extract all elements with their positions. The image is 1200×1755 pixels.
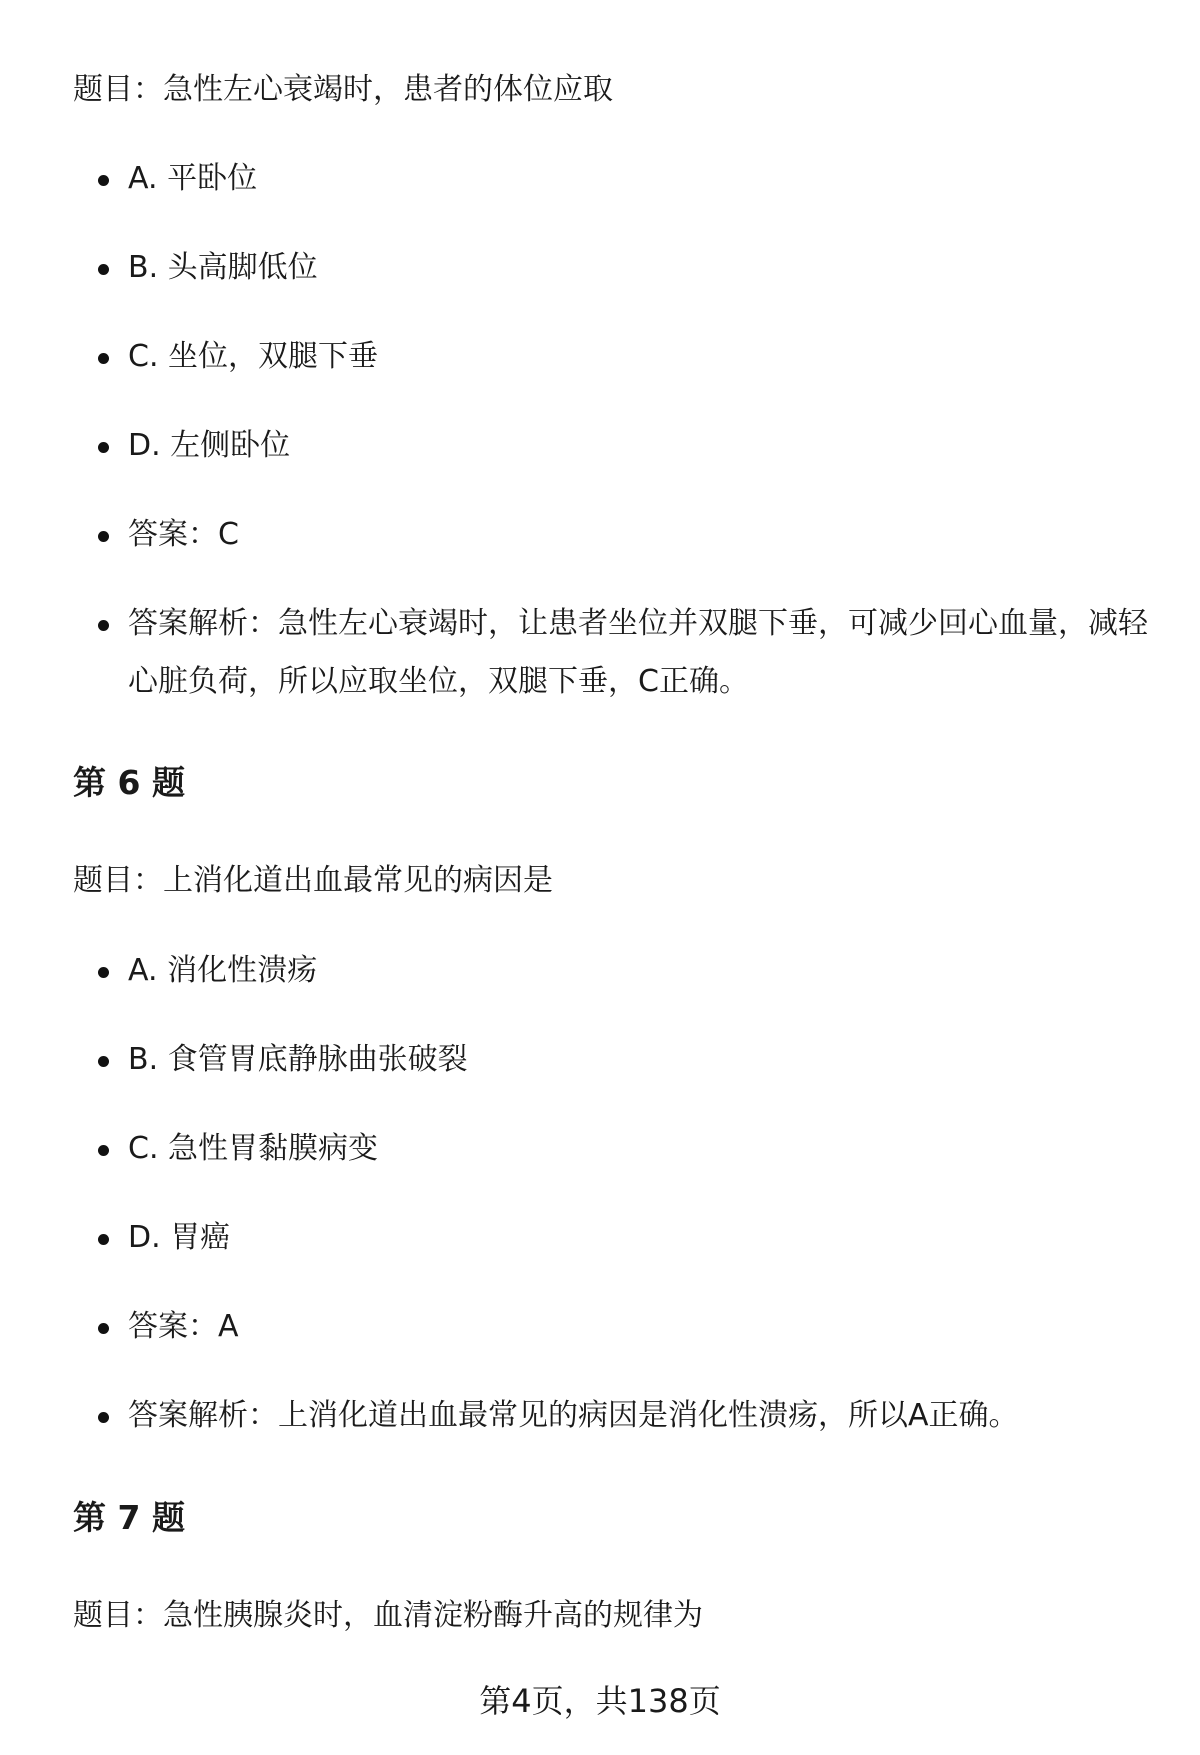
answer: 答案：A bbox=[98, 1298, 1148, 1356]
bullet-icon bbox=[98, 1145, 109, 1156]
option-c: C. 急性胃黏膜病变 bbox=[98, 1120, 1148, 1178]
answer-explanation: 答案解析：上消化道出血最常见的病因是消化性溃疡，所以A正确。 bbox=[98, 1387, 1148, 1445]
bullet-icon bbox=[98, 1056, 109, 1067]
bullet-icon bbox=[98, 1323, 109, 1334]
answer-explanation: 答案解析：急性左心衰竭时，让患者坐位并双腿下垂，可减少回心血量，减轻心脏负荷，所以应取坐位，双腿下垂，C正确。 bbox=[98, 595, 1148, 711]
option-c: C. 坐位，双腿下垂 bbox=[98, 328, 1148, 386]
question-stem: 题目：上消化道出血最常见的病因是 bbox=[73, 863, 553, 898]
option-d: D. 左侧卧位 bbox=[98, 417, 1148, 475]
option-d: D. 胃癌 bbox=[98, 1209, 1148, 1267]
bullet-icon bbox=[98, 1412, 109, 1423]
answer: 答案：C bbox=[98, 506, 1148, 564]
option-b: B. 食管胃底静脉曲张破裂 bbox=[98, 1031, 1148, 1089]
option-a: A. 消化性溃疡 bbox=[98, 942, 1148, 1000]
question-stem: 题目：急性胰腺炎时，血清淀粉酶升高的规律为 bbox=[73, 1598, 703, 1633]
bullet-icon bbox=[98, 442, 109, 453]
option-a: A. 平卧位 bbox=[98, 150, 1148, 208]
option-b: B. 头高脚低位 bbox=[98, 239, 1148, 297]
bullet-icon bbox=[98, 1234, 109, 1245]
bullet-icon bbox=[98, 175, 109, 186]
question-heading: 第 7 题 bbox=[73, 1498, 185, 1537]
bullet-icon bbox=[98, 620, 109, 631]
question-heading: 第 6 题 bbox=[73, 763, 185, 802]
bullet-icon bbox=[98, 531, 109, 542]
question-stem: 题目：急性左心衰竭时，患者的体位应取 bbox=[73, 72, 613, 107]
page-number: 第4页，共138页 bbox=[479, 1682, 721, 1720]
bullet-icon bbox=[98, 353, 109, 364]
bullet-icon bbox=[98, 967, 109, 978]
bullet-icon bbox=[98, 264, 109, 275]
